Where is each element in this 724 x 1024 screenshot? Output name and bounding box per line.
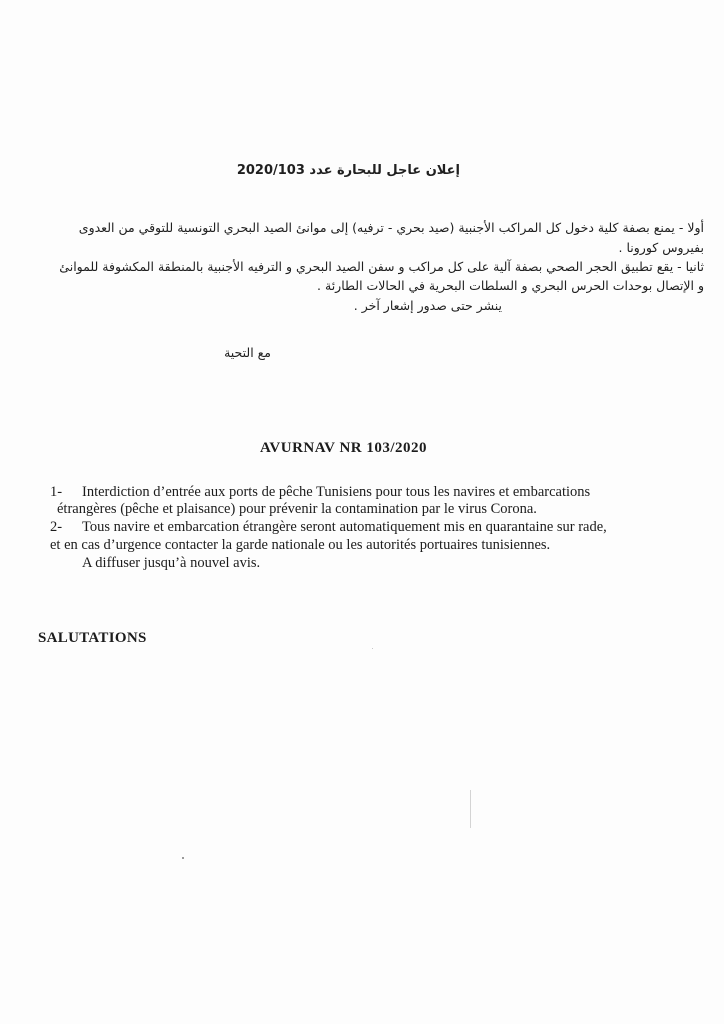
french-item-1-number: 1- [50, 484, 63, 500]
scan-artifact-dot [182, 857, 184, 859]
french-item-1-text-1: Interdiction d’entrée aux ports de pêche Tunisiens pour tous les navires et embarcations [82, 484, 591, 500]
scan-artifact-line [470, 790, 471, 828]
french-item-2-line-1 [50, 519, 607, 536]
french-title: AVURNAV NR 103/2020 [260, 440, 428, 456]
arabic-line-3: ثانيا - يقع تطبيق الحجر الصحي بصفة آلية على كل مراكب و سفن الصيد البحري و الترفيه الأجنبية بالمنطقة المكشوفة للموانئ [59, 259, 704, 274]
french-item-2-text-1: Tous navire et embarcation étrangère seront automatiquement mis en quarantaine sur rade, [82, 519, 607, 535]
french-item-2-line-2: et en cas d’urgence contacter la garde nationale ou les autorités portuaires tunisiennes. [50, 537, 551, 553]
arabic-line-4: و الإتصال بوحدات الحرس البحري و السلطات البحرية في الحالات الطارئة . [317, 278, 704, 293]
arabic-line-5: ينشر حتى صدور إشعار آخر . [353, 298, 502, 313]
arabic-closing: مع التحية [224, 345, 271, 360]
arabic-title: إعلان عاجل للبحارة عدد 2020/103 [236, 163, 460, 178]
scan-artifact-dot-2 [372, 648, 373, 649]
french-item-1-line-1 [50, 484, 590, 501]
arabic-line-2: بفيروس كورونا . [618, 240, 704, 255]
french-item-1-line-2: étrangères (pêche et plaisance) pour prévenir la contamination par le virus Corona. [57, 501, 537, 517]
french-diffusion: A diffuser jusqu’à nouvel avis. [82, 555, 261, 571]
french-closing: SALUTATIONS [38, 630, 147, 646]
arabic-line-1: أولا - يمنع بصفة كلية دخول كل المراكب الأجنبية (صيد بحري - ترفيه) إلى موانئ الصيد البحري التونسية للتوقي من العدوى [78, 220, 704, 235]
french-item-2-number: 2- [50, 519, 63, 535]
